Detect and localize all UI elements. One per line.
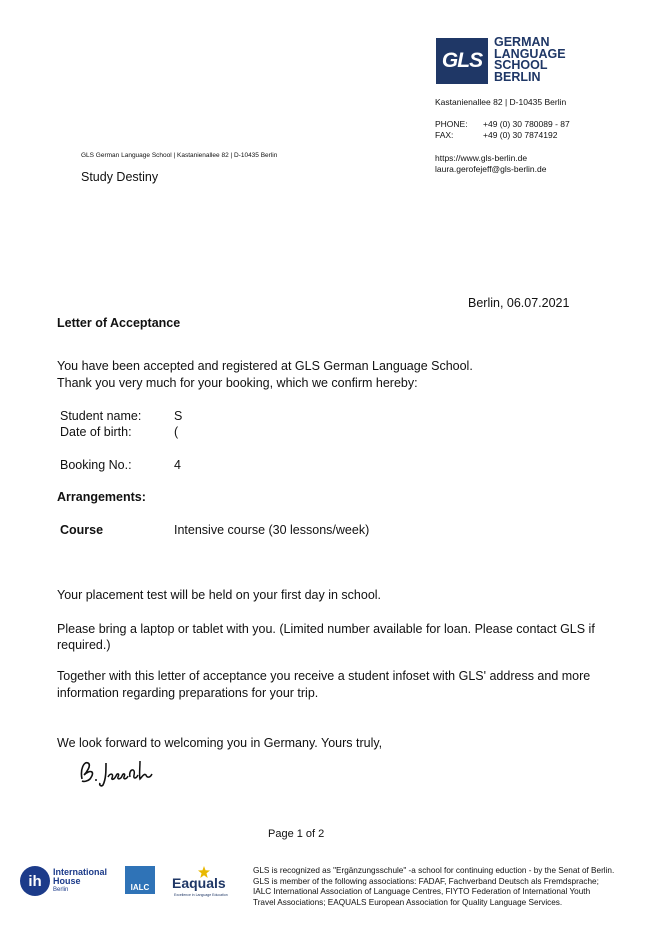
phone-row — [435, 119, 570, 129]
school-name-line: SCHOOL — [494, 58, 548, 72]
page-number: Page 1 of 2 — [268, 828, 325, 840]
recipient: Study Destiny — [81, 170, 159, 184]
booking-label: Booking No.: — [60, 458, 132, 472]
international-house-logo — [20, 866, 107, 896]
school-name-line: BERLIN — [494, 69, 541, 84]
fax-value: +49 (0) 30 7874192 — [483, 130, 558, 140]
ialc-logo: IALC — [125, 866, 155, 894]
ih-logo-icon: ih — [20, 866, 50, 896]
website-link[interactable]: https://www.gls-berlin.de — [435, 153, 528, 163]
arrangements-heading: Arrangements: — [57, 490, 146, 504]
student-name-value: S — [174, 409, 183, 423]
infoset-paragraph-line: information regarding preparations for your trip. — [57, 686, 319, 700]
email-link[interactable]: laura.gerofejeff@gls-berlin.de — [435, 164, 547, 174]
letter-subject: Letter of Acceptance — [57, 316, 181, 330]
school-name-line: LANGUAGE — [494, 46, 566, 61]
sender-line: GLS German Language School | Kastanienallee 82 | D-10435 Berlin — [81, 152, 278, 159]
ih-name-line: House — [53, 875, 81, 886]
infoset-paragraph-line: Together with this letter of acceptance you receive a student infoset with GLS' address and more — [57, 669, 591, 683]
footer-line: IALC International Association of Language Centres, FIYTO Federation of International Youth — [253, 887, 591, 897]
ih-name-line: International — [53, 866, 108, 877]
phone-label: PHONE: — [435, 119, 468, 129]
fax-label: FAX: — [435, 130, 454, 140]
ih-city: Berlin — [53, 886, 69, 893]
signature-image — [76, 755, 158, 789]
laptop-paragraph-line: required.) — [57, 638, 111, 652]
closing-line: We look forward to welcoming you in Germany. Yours truly, — [57, 736, 383, 750]
ih-logo-text — [53, 868, 107, 895]
student-name-label: Student name: — [60, 409, 142, 423]
eaquals-tagline: Excellence in Language Education — [174, 893, 228, 897]
eaquals-logo — [170, 866, 234, 898]
footer-line: Travel Associations; EAQUALS European Association for Quality Language Services. — [253, 897, 563, 907]
eaquals-name: Eaquals — [172, 875, 226, 891]
intro-line: You have been accepted and registered at GLS German Language School. — [57, 359, 473, 373]
course-value: Intensive course (30 lessons/week) — [174, 523, 370, 537]
fax-row — [435, 130, 557, 140]
letterhead-address: Kastanienallee 82 | D-10435 Berlin — [435, 97, 567, 107]
footer-text — [253, 866, 645, 908]
gls-logo-mark: GLS — [436, 38, 488, 84]
booking-value: 4 — [174, 458, 181, 472]
laptop-paragraph-line: Please bring a laptop or tablet with you. (Limited number available for loan. Please contact GLS if — [57, 622, 595, 636]
intro-line: Thank you very much for your booking, which we confirm hereby: — [57, 376, 418, 390]
dob-value: ( — [174, 425, 179, 439]
dob-label: Date of birth: — [60, 425, 132, 439]
placement-paragraph: Your placement test will be held on your first day in school. — [57, 588, 382, 602]
date-line: Berlin, 06.07.2021 — [468, 296, 570, 310]
footer-line: GLS is member of the following associations: FADAF, Fachverband Deutsch als Fremdsprache; — [253, 876, 599, 886]
phone-value: +49 (0) 30 780089 - 87 — [483, 119, 570, 129]
course-label: Course — [60, 523, 104, 537]
school-name — [494, 37, 566, 83]
school-name-line: GERMAN — [494, 35, 550, 49]
footer-line: GLS is recognized as "Ergänzungsschule" -a school for continuing eduction - by the Senat of Berlin. — [253, 866, 615, 875]
